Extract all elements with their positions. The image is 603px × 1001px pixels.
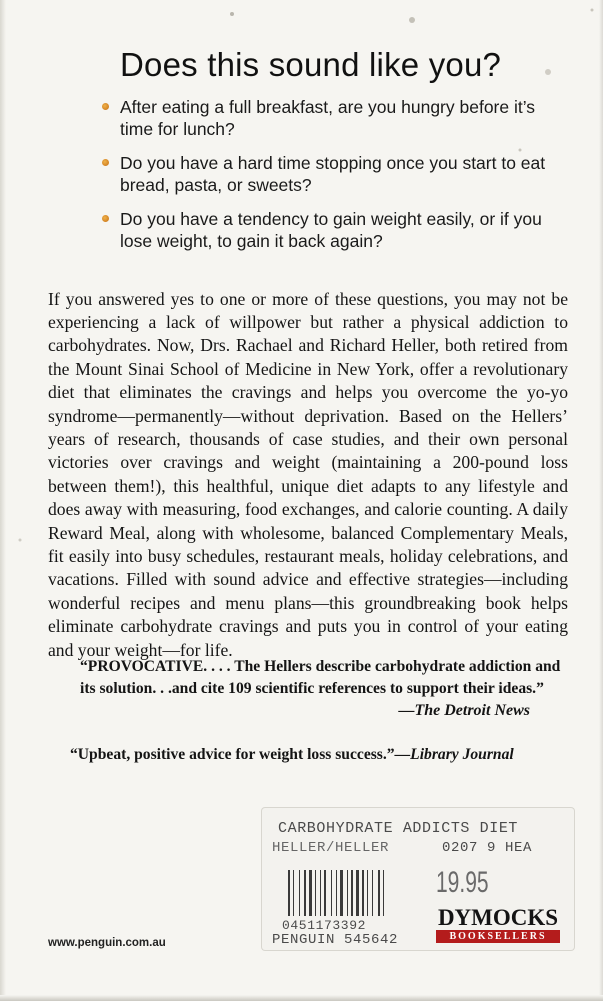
review-text: “Upbeat, positive advice for weight loss success.” (70, 746, 395, 763)
barcode-bar (347, 870, 348, 916)
review-source-detroit-news: —The Detroit News (398, 702, 530, 719)
barcode-bar (315, 870, 316, 916)
sticker-author: HELLER/HELLER (272, 840, 390, 856)
cover-right-edge (599, 0, 603, 1001)
cover-heading: Does this sound like you? (120, 46, 502, 83)
price-sticker (262, 808, 574, 950)
cover-left-edge (0, 0, 6, 1001)
publisher-website[interactable]: www.penguin.com.au (48, 937, 166, 949)
question-text: Do you have a tendency to gain weight easily, or if you lose weight, to gain it back again? (120, 209, 542, 251)
question-text: Do you have a hard time stopping once you start to eat bread, pasta, or sweets? (120, 153, 546, 195)
bullet-icon (102, 159, 109, 166)
question-list (100, 96, 570, 264)
barcode-bar (324, 870, 326, 916)
barcode-bar (304, 870, 306, 916)
bullet-icon (102, 103, 109, 110)
barcode-bar (336, 870, 337, 916)
bullet-icon (102, 215, 109, 222)
review-quote-detroit-news: “PROVOCATIVE. . . . The Hellers describe carbohydrate addiction and its solution. . .and cite 109 scientific references to support their ideas.” (80, 658, 561, 697)
store-subtitle: BOOKSELLERS (436, 930, 560, 943)
barcode-bar (383, 870, 384, 916)
barcode-bar (378, 870, 380, 916)
barcode-bar (367, 870, 368, 916)
barcode-bar (351, 870, 353, 916)
store-logo (436, 906, 560, 943)
barcode-bar (331, 870, 332, 916)
blurb-paragraph: If you answered yes to one or more of these questions, you may not be experiencing a lack of willpower but rather a physical addiction to carbohydrates. Now, Drs. Rachael and Richard Heller, both retired from the Mount Sinai School of Medicine in New York, offer a revolutionary diet that eliminates the cravings and helps you overcome the yo-yo syndrome—permanently—without deprivation. Based on the Hellers’ years of research, thousands of case studies, and their own personal victories over cravings and weight (maintaining a 200-pound loss between them!), this healthful, unique diet adapts to any lifestyle and does away with measuring, food exchanges, and calorie counting. A daily Reward Meal, along with wholesome, balanced Complementary Meals, fit easily into busy schedules, restaurant meals, holiday celebrations, and vacations. Filled with sound advice and effective strategies—including wonderful recipes and menu plans—this groundbreaking book helps eliminate carbohydrate cravings and puts you in control of your eating and your weight—for life. (48, 288, 568, 660)
sticker-code: 0207 9 HEA (442, 840, 533, 856)
review-source-library-journal: —Library Journal (394, 746, 514, 763)
question-text: After eating a full breakfast, are you hungry before it’s time for lunch? (120, 97, 536, 139)
sticker-publisher: PENGUIN 545642 (272, 932, 399, 948)
barcode-bar (362, 870, 364, 916)
sticker-isbn: 0451173392 (282, 918, 367, 933)
barcode-bar (293, 870, 294, 916)
barcode-bar (299, 870, 300, 916)
question-item (100, 208, 570, 252)
barcode-bar (309, 870, 312, 916)
question-item (100, 152, 570, 196)
review-quote-library-journal (70, 744, 580, 766)
barcode-bar (288, 870, 290, 916)
barcode-bar (320, 870, 321, 916)
question-item (100, 96, 570, 140)
cover-bottom-edge (0, 995, 603, 1001)
barcode-bar (372, 870, 373, 916)
barcode-bar (356, 870, 359, 916)
store-name: DYMOCKS (437, 905, 559, 930)
sticker-title: CARBOHYDRATE ADDICTS DIET (278, 820, 519, 837)
barcode-bar (340, 870, 343, 916)
sticker-price: 19.95 (436, 866, 489, 899)
